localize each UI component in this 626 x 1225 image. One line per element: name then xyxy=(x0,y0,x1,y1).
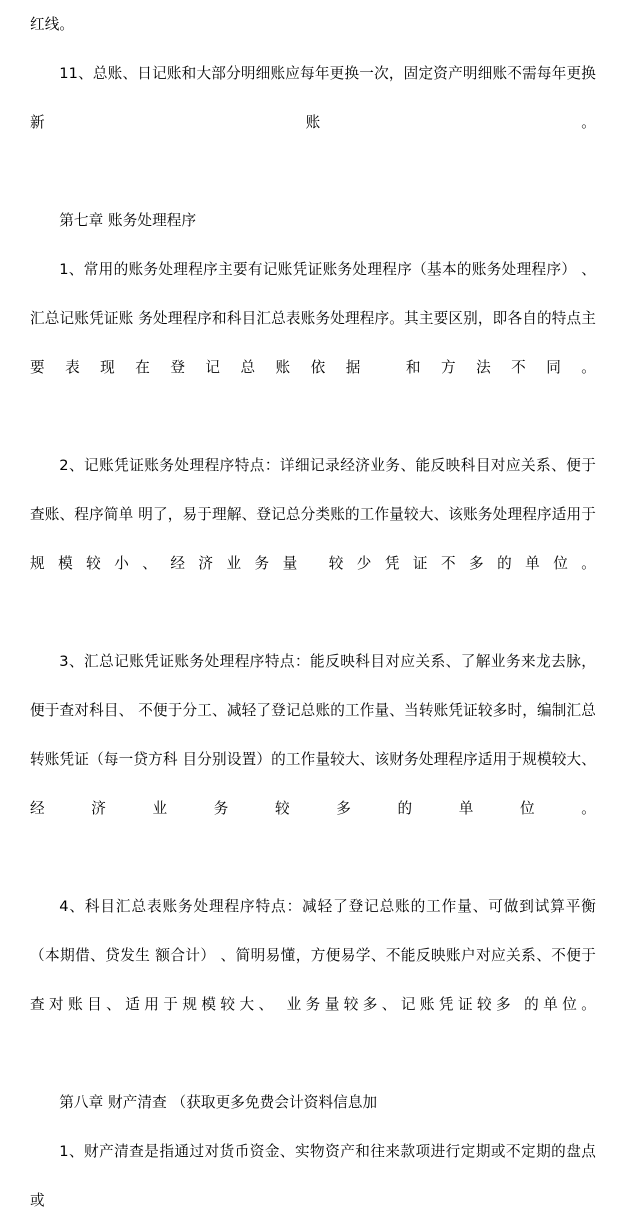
numbered-item-1-chapter-8: 1、财产清查是指通过对货币资金、实物资产和往来款项进行定期或不定期的盘点或 xyxy=(30,1143,596,1209)
chapter-7-heading: 第七章 账务处理程序 xyxy=(59,212,197,229)
numbered-item-1-chapter-7: 1、常用的账务处理程序主要有记账凭证账务处理程序（基本的账务处理程序） 、汇总记账凭证账 务处理程序和科目汇总表账务处理程序。其主要区别，即各自的特点主要表现在登记总账依据 和方法不同。 xyxy=(30,261,596,376)
numbered-item-3-chapter-7: 3、汇总记账凭证账务处理程序特点：能反映科目对应关系、了解业务来龙去脉，便于查对科目、 不便于分工、减轻了登记总账的工作量、当转账凭证较多时，编制汇总转账凭证（每一贷方科 目分别设置）的工作量较大、该财务处理程序适用于规模较大、经济业务较多的单位。 xyxy=(30,653,596,817)
chapter-8-heading: 第八章 财产清查 （获取更多免费会计资料信息加 xyxy=(59,1094,378,1111)
paragraph-continuation-red-line: 红线。 xyxy=(30,16,75,33)
document-text-body xyxy=(30,0,596,1225)
numbered-item-4-chapter-7: 4、科目汇总表账务处理程序特点：减轻了登记总账的工作量、可做到试算平衡（本期借、贷发生 额合计） 、简明易懂，方便易学、不能反映账户对应关系、不便于查对账目、适用于规模较大、 业务量较多、记账凭证较多 的单位。 xyxy=(30,898,596,1013)
numbered-item-2-chapter-7: 2、记账凭证账务处理程序特点：详细记录经济业务、能反映科目对应关系、便于查账、程序简单 明了，易于理解、登记总分类账的工作量较大、该账务处理程序适用于规模较小、经济业务量 较少凭证不多的单位。 xyxy=(30,457,596,572)
numbered-item-11: 11、总账、日记账和大部分明细账应每年更换一次，固定资产明细账不需每年更换新账。 xyxy=(30,65,596,131)
